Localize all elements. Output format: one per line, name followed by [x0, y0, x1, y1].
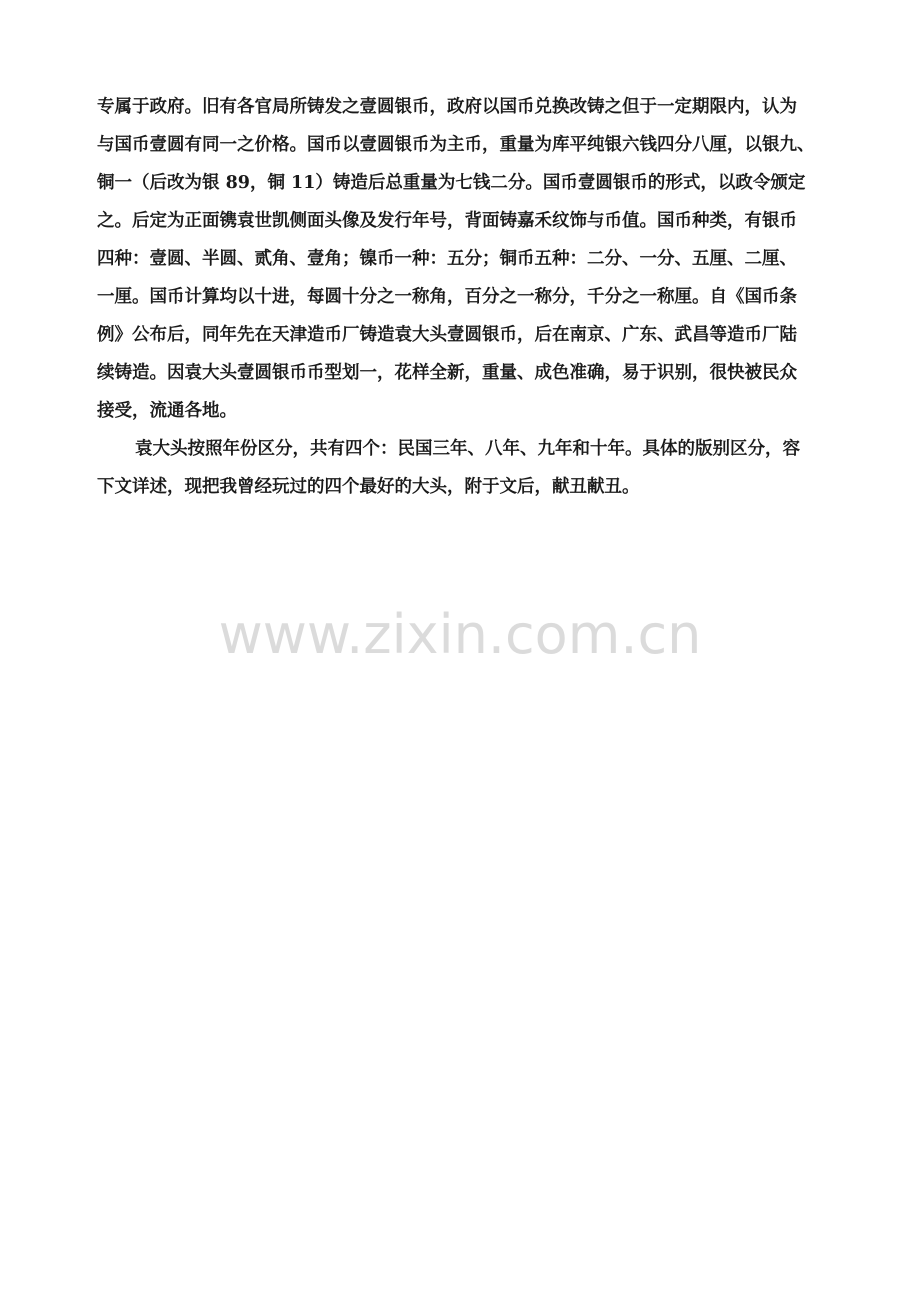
paragraph-line: 四种：壹圆、半圆、贰角、壹角；镍币一种：五分；铜币五种：二分、一分、五厘、二厘、 [97, 249, 797, 269]
paragraph-line: 一厘。国币计算均以十进，每圆十分之一称角，百分之一称分，千分之一称厘。自《国币条 [97, 287, 797, 307]
paragraph-line: 袁大头按照年份区分，共有四个：民国三年、八年、九年和十年。具体的版别区分，容 [135, 439, 800, 459]
paragraph-2 [97, 430, 835, 506]
paragraph-1 [97, 88, 835, 430]
document-body [97, 88, 835, 506]
paragraph-line: 下文详述，现把我曾经玩过的四个最好的大头，附于文后，献丑献丑。 [97, 477, 640, 497]
watermark-text: www.zixin.com.cn [218, 603, 702, 666]
paragraph-line: 例》公布后，同年先在天津造币厂铸造袁大头壹圆银币，后在南京、广东、武昌等造币厂陆 [97, 325, 797, 345]
paragraph-line: 之。后定为正面镌袁世凯侧面头像及发行年号，背面铸嘉禾纹饰与币值。国币种类，有银币 [97, 211, 797, 231]
paragraph-line: 专属于政府。旧有各官局所铸发之壹圆银币，政府以国币兑换改铸之但于一定期限内，认为 [97, 97, 797, 117]
paragraph-line: 接受，流通各地。 [97, 401, 237, 421]
paragraph-line: 与国币壹圆有同一之价格。国币以壹圆银币为主币，重量为库平纯银六钱四分八厘，以银九、 [97, 135, 815, 155]
paragraph-line: 续铸造。因袁大头壹圆银币币型划一，花样全新，重量、成色准确，易于识别，很快被民众 [97, 363, 797, 383]
paragraph-line: 铜一（后改为银 89，铜 11）铸造后总重量为七钱二分。国币壹圆银币的形式，以政令颁定 [97, 173, 806, 193]
